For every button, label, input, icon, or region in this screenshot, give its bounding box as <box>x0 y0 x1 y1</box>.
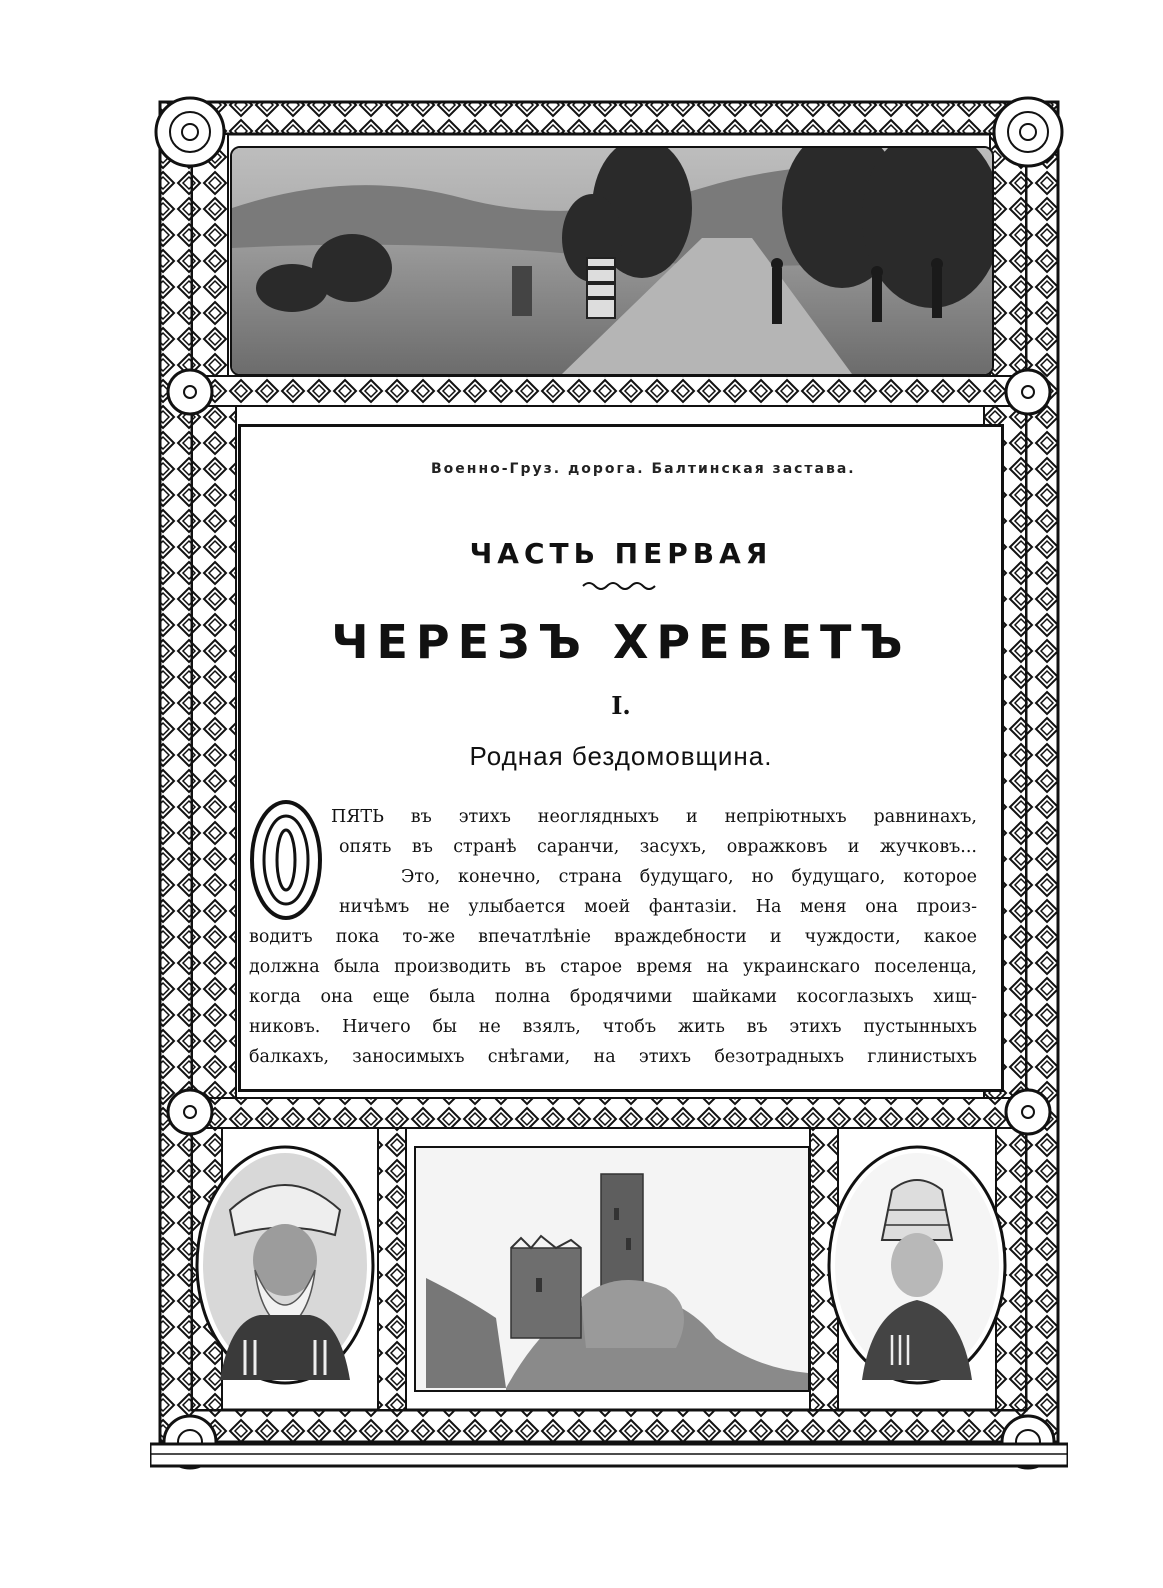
main-title: ЧЕРЕЗЪ ХРЕБЕТЪ <box>331 615 911 669</box>
body-line: водитъ пока то-же впечатлѣніе враждебности и чуждости, какое <box>249 927 977 947</box>
ruined-tower-photo <box>414 1146 810 1392</box>
woman-portrait <box>822 1140 1012 1390</box>
body-line: балкахъ, заносимыхъ снѣгами, на этихъ безотрадныхъ глинистыхъ <box>249 1047 977 1067</box>
body-line: должна была производить въ старое время на украинскаго поселенца, <box>249 957 977 977</box>
chapter-title: Родная бездомовщина. <box>469 741 773 771</box>
photo-caption: Военно-Груз. дорога. Балтинская застава. <box>431 461 856 477</box>
road-checkpoint-photo <box>230 146 994 376</box>
body-line: Это, конечно, страна будущаго, но будущаго, которое <box>401 867 977 887</box>
dropcap-letter <box>249 799 323 921</box>
body-line: ничѣмъ не улыбается моей фантазіи. На меня она произ- <box>339 897 977 917</box>
body-line: ПЯТЬ въ этихъ неоглядныхъ и непріютныхъ равнинахъ, <box>331 807 977 827</box>
body-line: когда она еще была полна бродячими шайками косоглазыхъ хищ- <box>249 987 977 1007</box>
old-man-portrait <box>190 1140 380 1390</box>
chapter-number: I. <box>611 691 631 720</box>
part-title: ЧАСТЬ ПЕРВАЯ <box>469 537 773 570</box>
text-panel <box>238 424 1004 1092</box>
squiggle-ornament <box>581 580 661 590</box>
body-line: никовъ. Ничего бы не взялъ, чтобъ жить въ этихъ пустынныхъ <box>249 1017 977 1037</box>
body-line: опять въ странѣ саранчи, засухъ, овражковъ и жучковъ... <box>339 837 977 857</box>
